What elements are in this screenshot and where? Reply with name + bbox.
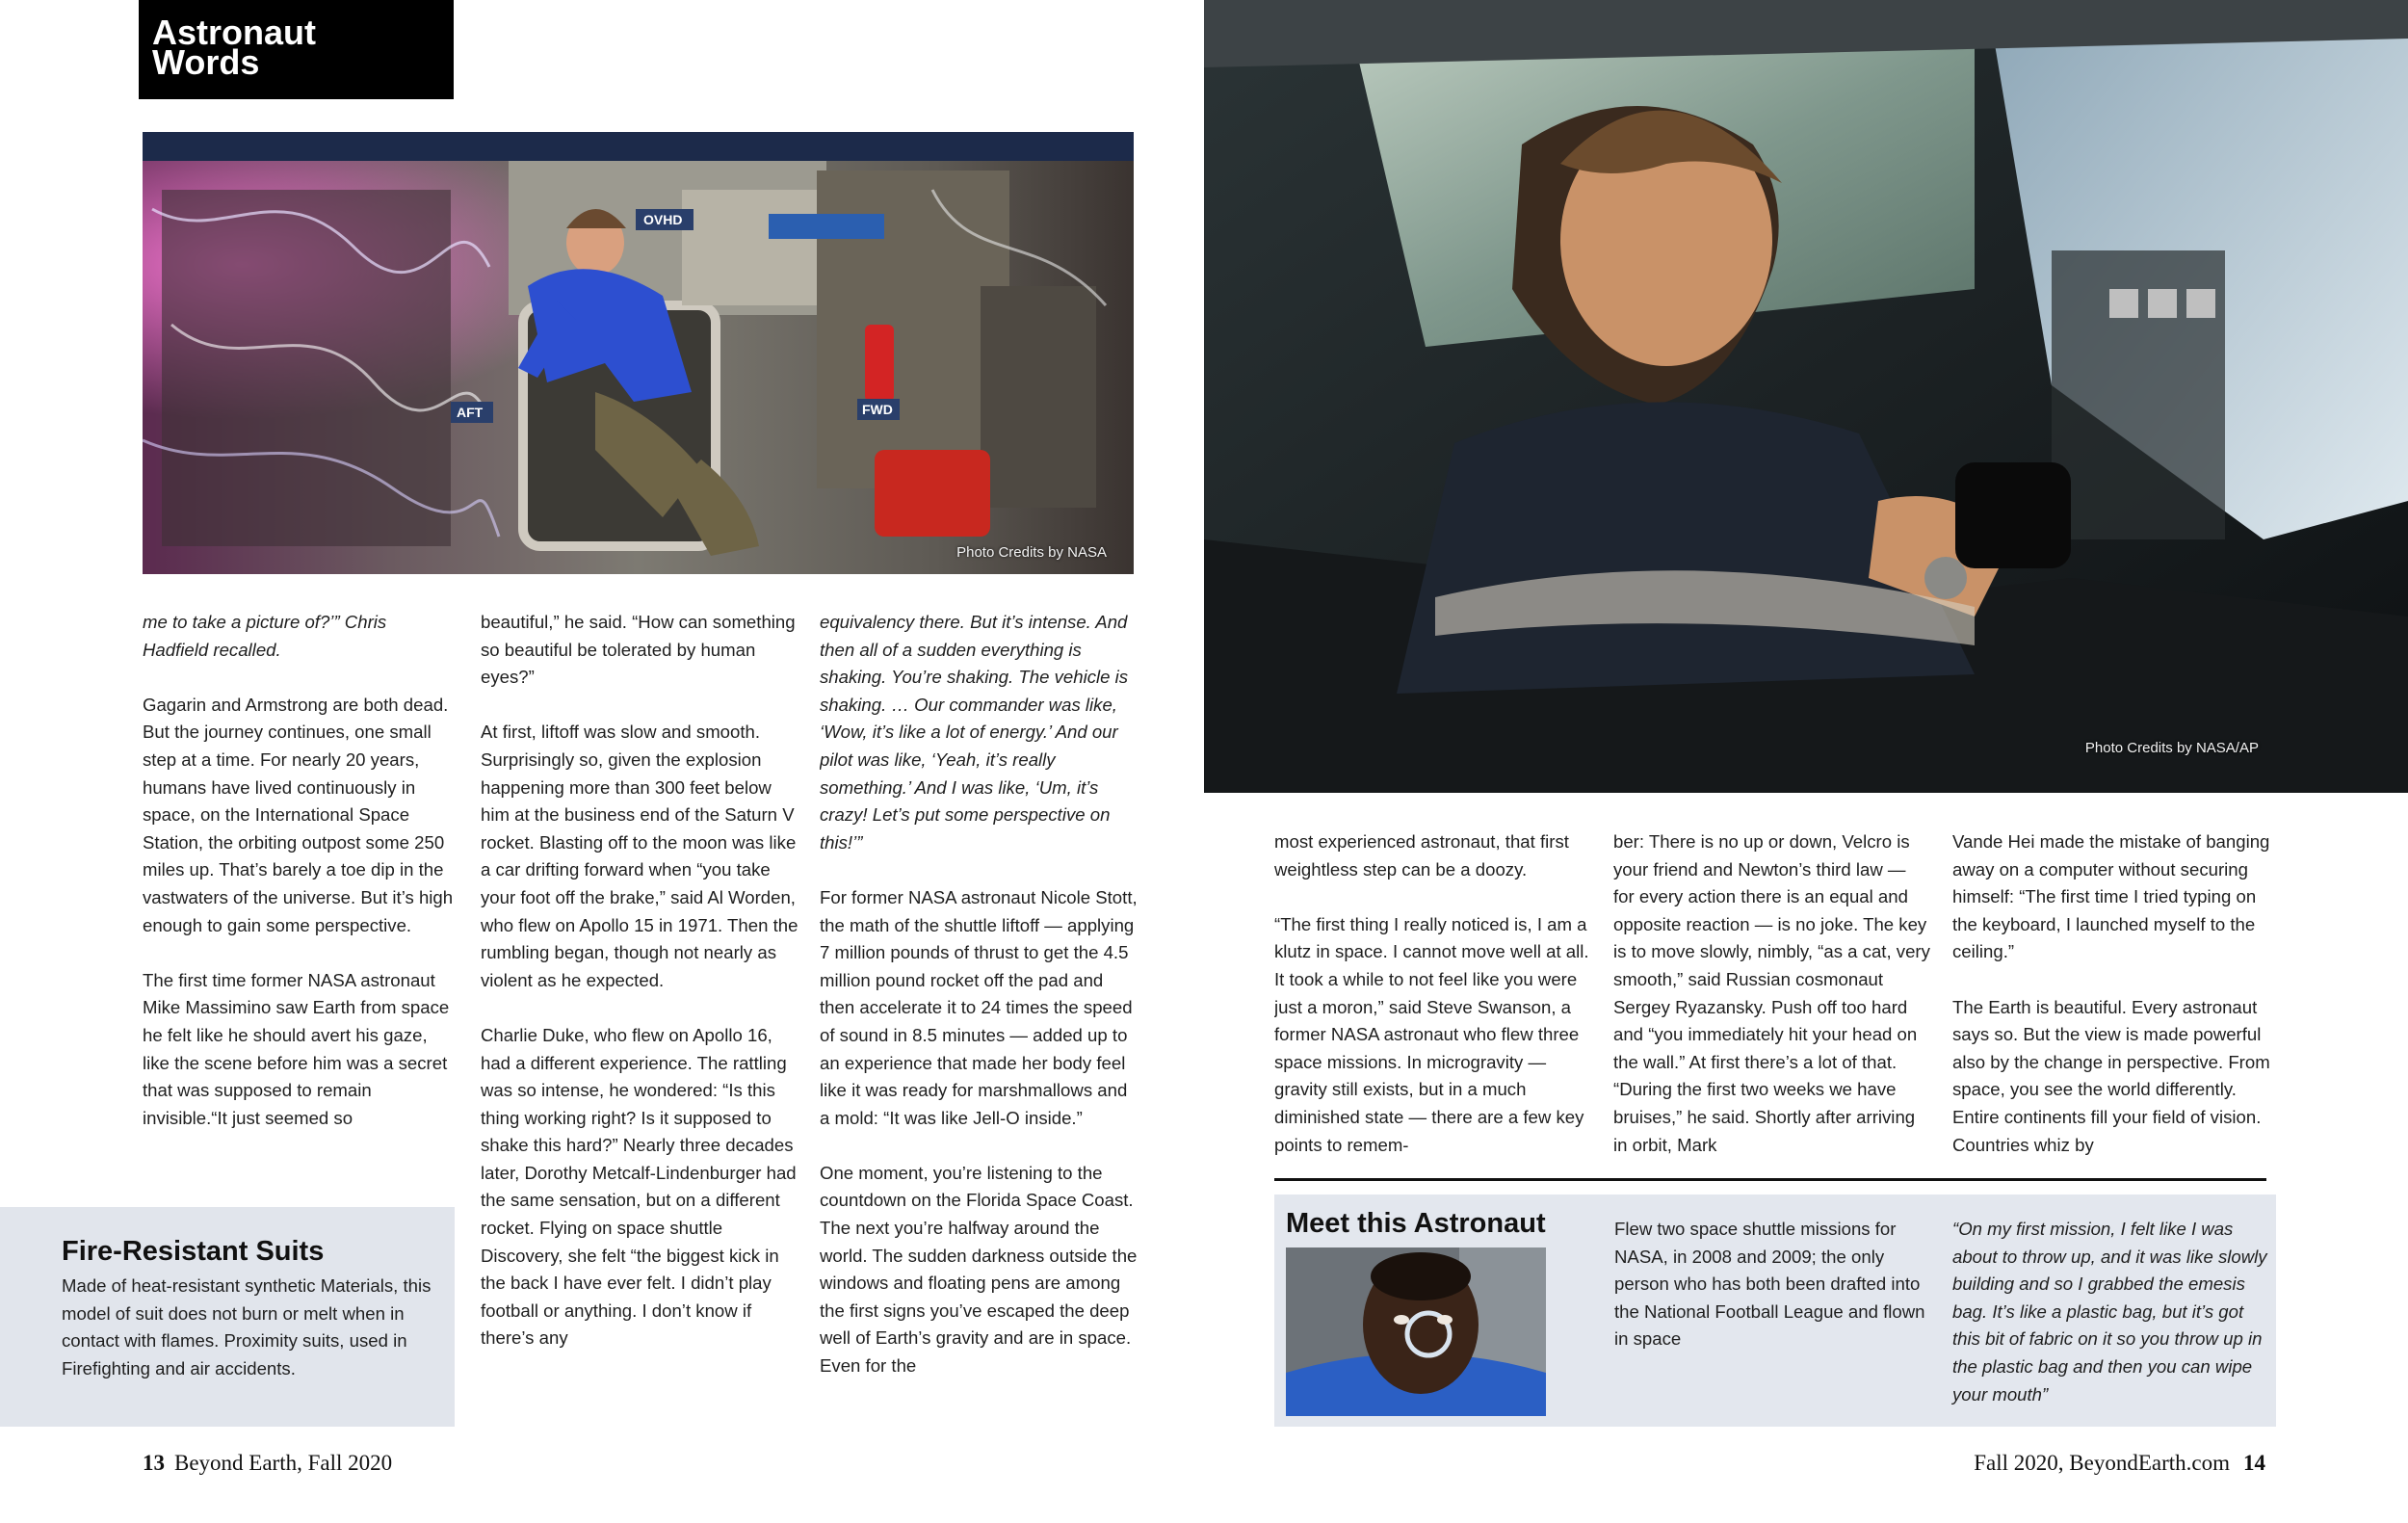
sidebar-body: Made of heat-resistant synthetic Materials, this model of suit does not burn or melt when in contact with flames. Proximity suits, used in Firefighting and air accidents. — [62, 1275, 432, 1379]
paragraph: One moment, you’re listening to the countdown on the Florida Space Coast. The next you’re halfway around the world. The sudden darkness outside the windows and floating pens are among the first signs you’ve escaped the deep well of Earth’s gravity and are in space. Even for the — [820, 1162, 1138, 1377]
section-divider — [1274, 1178, 2266, 1181]
space-station-illustration — [143, 132, 1134, 574]
aft-label: AFT — [457, 405, 484, 420]
section-tag-line2: Words — [152, 42, 260, 82]
section-tag-line1: Astronaut — [152, 13, 316, 52]
paragraph: me to take a picture of?’” Chris Hadfield recalled. — [143, 612, 387, 660]
paragraph: The first time former NASA astronaut Mike Massimino saw Earth from space he felt like he should avert his gaze, like the scene before him was a secret that was supposed to remain invisible.“It just seemed so — [143, 969, 450, 1128]
ovhd-label: OVHD — [643, 212, 683, 227]
meet-bio: Flew two space shuttle missions for NASA, in 2008 and 2009; the only person who has both been drafted into the National Football League and flown in space — [1614, 1219, 1925, 1350]
astronaut-portrait — [1286, 1247, 1546, 1416]
station-photo-credit: Photo Credits by NASA — [956, 544, 1107, 561]
paragraph: “The first thing I really noticed is, I am a klutz in space. I cannot move well at all. It took a while to not feel like you were just a moron,” said Steve Swanson, a former NASA astronaut who flew three space missions. In microgravity — gravity still exists, but in a much diminished state — there are a few key points to remem- — [1274, 913, 1589, 1155]
article-column-6 — [1952, 828, 2270, 1161]
article-column-3 — [820, 609, 1138, 1408]
sidebar-title: Fire-Resistant Suits — [62, 1236, 325, 1267]
paragraph: The Earth is beautiful. Every astronaut says so. But the view is made powerful also by the change in perspective. From space, you see the world differently. Entire continents fill your field of vision. Countries whiz by — [1952, 996, 2270, 1155]
astronaut-portrait-illustration — [1286, 1247, 1546, 1416]
paragraph: For former NASA astronaut Nicole Stott, the math of the shuttle liftoff — applying 7 million pounds of thrust to get the 4.5 million pound rocket off the pad and then accelerate it to 24 times the speed of sound in 8.5 minutes — added up to an experience that made her body feel like it was ready for marshmallows and a mold: “It was like Jell-O inside.” — [820, 886, 1138, 1128]
fire-suits-sidebar — [0, 1207, 455, 1427]
paragraph: ber: There is no up or down, Velcro is your friend and Newton’s third law — for every action there is an equal and opposite reaction — is no joke. The key is to move slowly, nimbly, “as a cat, very smooth,” said Russian cosmonaut Sergey Ryazansky. Push off too hard and “you immediately hit your head on the wall.” At first there’s a lot of that. “During the first two weeks we have bruises,” he said. Shortly after arriving in orbit, Mark — [1613, 831, 1930, 1155]
article-column-5 — [1613, 828, 1931, 1161]
cockpit-illustration — [1204, 0, 2408, 793]
footer-left-text: Beyond Earth, Fall 2020 — [174, 1451, 393, 1475]
page-number-right: 14 — [2243, 1451, 2265, 1475]
meet-title: Meet this Astronaut — [1286, 1208, 1546, 1239]
footer-right — [1974, 1451, 2265, 1476]
meet-quote: “On my first mission, I felt like I was about to throw up, and it was like slowly building and so I grabbed the emesis bag. It’s like a plastic bag, but it’s got this bit of fabric on it so you throw up in the plastic bag and then you can wipe your mouth” — [1952, 1219, 2267, 1405]
paragraph: Charlie Duke, who flew on Apollo 16, had a different experience. The rattling was so intense, he wondered: “Is this thing working right? Is it supposed to shake this hard?” Nearly three decades later, Dorothy Metcalf-Lindenburger had the same sensation, but on a different rocket. Flying on space shuttle Discovery, she felt “the biggest kick in the back I have ever felt. I didn’t play football or anything. I don’t know if there’s any — [481, 1024, 797, 1349]
paragraph: beautiful,” he said. “How can something so beautiful be tolerated by human eyes?” — [481, 612, 796, 688]
footer-left — [143, 1451, 392, 1476]
paragraph: Gagarin and Armstrong are both dead. But the journey continues, one small step at a time. For nearly 20 years, humans have lived continuously in space, on the International Space Station, the orbiting outpost some 250 miles up. That’s barely a toe dip in the vastwaters of the universe. But it’s high enough to gain some perspective. — [143, 694, 454, 935]
fwd-label: FWD — [862, 402, 893, 417]
footer-right-text: Fall 2020, BeyondEarth.com — [1974, 1451, 2230, 1475]
cockpit-photo-credit: Photo Credits by NASA/AP — [2084, 740, 2259, 756]
paragraph: most experienced astronaut, that first weightless step can be a doozy. — [1274, 831, 1569, 880]
page-number-left: 13 — [143, 1451, 165, 1475]
article-column-1 — [143, 609, 457, 1187]
space-station-photo — [143, 132, 1134, 574]
paragraph: equivalency there. But it’s intense. And then all of a sudden everything is shaking. You’re shaking. The vehicle is shaking. … Our commander was like, ‘Wow, it’s like a lot of energy.’ And our pilot was like, ‘Yeah, it’s really something.’ And I was like, ‘Um, it’s crazy! Let’s put some perspective on this!’” — [820, 612, 1129, 853]
article-column-2 — [481, 609, 798, 1408]
article-column-4 — [1274, 828, 1592, 1161]
cockpit-photo — [1204, 0, 2408, 793]
meet-astronaut-box — [1274, 1195, 2276, 1427]
paragraph: At first, liftoff was slow and smooth. Surprisingly so, given the explosion happening more than 300 feet below him at the business end of the Saturn V rocket. Blasting off to the moon was like a car drifting forward when “you take your foot off the brake,” said Al Worden, who flew on Apollo 15 in 1971. Then the rumbling began, though not nearly as violent as he expected. — [481, 722, 798, 990]
section-tag — [139, 0, 454, 99]
paragraph: Vande Hei made the mistake of banging away on a computer without securing himself: “The first time I tried typing on the keyboard, I launched myself to the ceiling.” — [1952, 831, 2270, 962]
